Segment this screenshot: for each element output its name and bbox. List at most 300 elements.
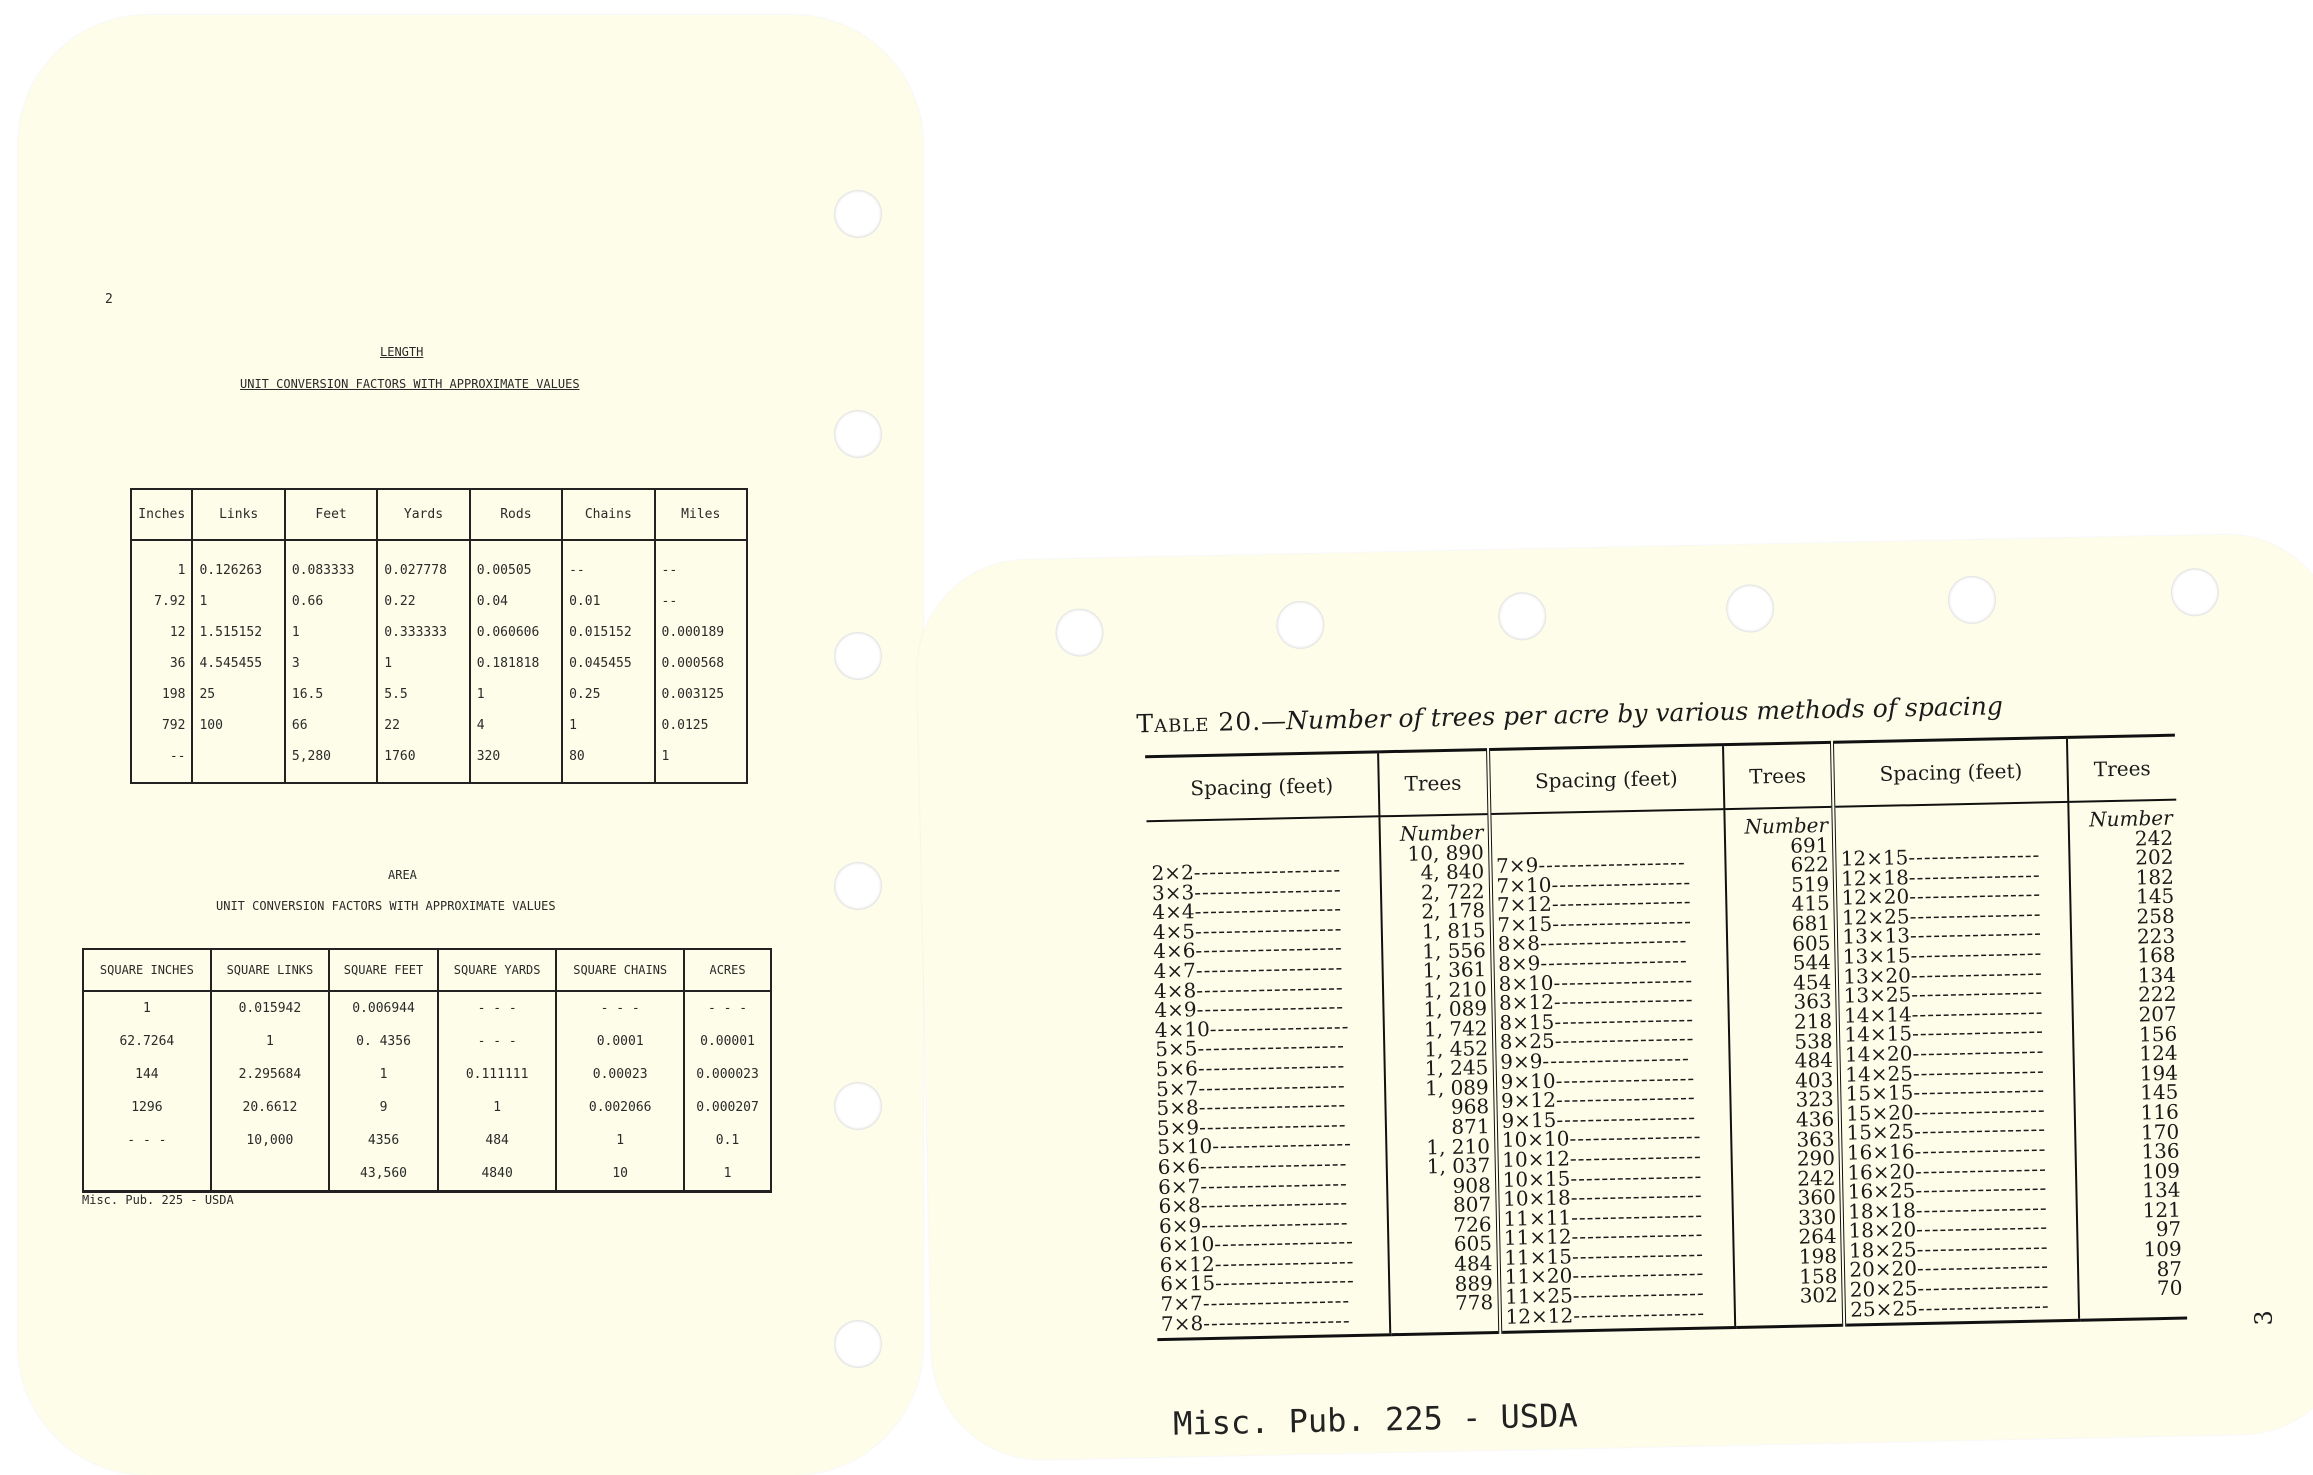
spacing-label: 6×7 bbox=[1157, 1173, 1201, 1199]
dot-leader: ----------------- bbox=[1912, 1057, 2045, 1085]
table-cell: 0.0001 bbox=[556, 1025, 684, 1058]
spacing-label: 16×25 bbox=[1847, 1178, 1916, 1204]
table-cell: 66 bbox=[285, 710, 377, 741]
table-cell: 9 bbox=[329, 1091, 438, 1124]
dot-leader: ------------------- bbox=[1195, 974, 1344, 1002]
table-cell: 1.515152 bbox=[192, 617, 284, 648]
binder-hole bbox=[1498, 592, 1547, 641]
spacing-label: 7×10 bbox=[1496, 872, 1552, 898]
spacing-label: 10×10 bbox=[1501, 1126, 1570, 1153]
dot-leader: ------------------- bbox=[1193, 876, 1342, 904]
length-heading: LENGTH bbox=[380, 345, 424, 359]
trees-value: 145 bbox=[2139, 1079, 2179, 1105]
spacing-label: 6×12 bbox=[1159, 1251, 1215, 1277]
trees-value: 726 bbox=[1453, 1211, 1492, 1237]
trees-value: 778 bbox=[1454, 1290, 1494, 1316]
table-cell: 10 bbox=[556, 1157, 684, 1192]
trees-value: 116 bbox=[2140, 1099, 2180, 1125]
page-number: 2 bbox=[105, 292, 113, 307]
table-row bbox=[83, 1157, 771, 1192]
number-label: Number bbox=[1399, 820, 1484, 846]
table-cell: -- bbox=[562, 540, 654, 586]
dot-leader: ----------------- bbox=[1572, 1280, 1705, 1308]
trees-value: 87 bbox=[2156, 1256, 2183, 1281]
table-cell: 3 bbox=[285, 648, 377, 679]
trees-value: 194 bbox=[2139, 1060, 2179, 1086]
number-label: Number bbox=[2088, 805, 2173, 832]
spacing-label: 11×15 bbox=[1504, 1244, 1573, 1270]
table-row bbox=[131, 741, 747, 783]
length-col-header: Yards bbox=[377, 489, 469, 540]
spacing-label: 10×18 bbox=[1502, 1185, 1571, 1211]
table-cell: 62.7264 bbox=[83, 1025, 211, 1058]
binder-hole bbox=[1948, 575, 1997, 624]
spacing-label: 3×3 bbox=[1151, 879, 1195, 905]
length-col-header: Inches bbox=[131, 489, 192, 540]
spacing-label: 12×20 bbox=[1841, 884, 1910, 910]
table-row bbox=[83, 1058, 771, 1091]
trees-value: 484 bbox=[1453, 1251, 1493, 1276]
table-row bbox=[83, 1025, 771, 1058]
dot-leader: ----------------- bbox=[1909, 920, 2043, 948]
dot-leader: ------------------- bbox=[1200, 1170, 1348, 1198]
table-cell: 0.25 bbox=[562, 679, 654, 710]
spacing-label: 6×6 bbox=[1157, 1154, 1201, 1179]
table-cell: 1 bbox=[192, 586, 284, 617]
dot-leader: ----------------- bbox=[1914, 1136, 2047, 1164]
dot-leader: ----------------- bbox=[1910, 940, 2043, 968]
dot-leader: ------------------- bbox=[1200, 1190, 1349, 1218]
spacing-label: 6×9 bbox=[1158, 1212, 1202, 1238]
trees-value: 1, 089 bbox=[1424, 1074, 1489, 1101]
spacing-label: 14×25 bbox=[1844, 1060, 1914, 1087]
col-trees: Trees bbox=[1378, 750, 1489, 817]
dot-leader: ------------------- bbox=[1196, 994, 1345, 1022]
table-cell: 1 bbox=[131, 540, 192, 586]
table-row bbox=[131, 586, 747, 617]
right-page bbox=[915, 532, 2313, 1462]
spacing-label: 5×6 bbox=[1155, 1056, 1199, 1082]
trees-value: 258 bbox=[2136, 903, 2175, 929]
dot-leader: ----------------- bbox=[1908, 842, 2041, 870]
trees-value: 124 bbox=[2139, 1040, 2178, 1066]
dot-leader: ------------------ bbox=[1551, 869, 1692, 897]
table-cell: 0.027778 bbox=[377, 540, 469, 586]
trees-value: 484 bbox=[1794, 1048, 1834, 1073]
dot-leader: ------------------ bbox=[1553, 986, 1694, 1014]
table-cell: 4 bbox=[470, 710, 562, 741]
trees-value: 136 bbox=[2141, 1138, 2180, 1164]
trees-column bbox=[1724, 807, 1845, 1328]
margin-page-mark: 3 bbox=[2249, 1309, 2278, 1326]
table-cell: 0.015942 bbox=[211, 991, 329, 1025]
dot-leader: ----------------- bbox=[1571, 1221, 1704, 1249]
col-trees: Trees bbox=[2067, 735, 2176, 802]
spacing-column bbox=[1146, 816, 1390, 1340]
table-cell: 80 bbox=[562, 741, 654, 783]
length-col-header: Feet bbox=[285, 489, 377, 540]
dot-leader: ------------------ bbox=[1214, 1229, 1355, 1257]
area-col-header: SQUARE YARDS bbox=[438, 949, 556, 991]
trees-value: 70 bbox=[2156, 1275, 2183, 1301]
trees-value: 363 bbox=[1796, 1126, 1835, 1152]
table-title bbox=[1136, 691, 2003, 738]
table-cell: 0.006944 bbox=[329, 991, 438, 1025]
trees-value: 145 bbox=[2135, 884, 2175, 909]
dot-leader: ----------------- bbox=[1910, 979, 2044, 1007]
dot-leader: ----------------- bbox=[1915, 1195, 2048, 1222]
table-cell: 0.000207 bbox=[684, 1091, 771, 1124]
spacing-label: 9×10 bbox=[1500, 1068, 1556, 1094]
table-cell: 198 bbox=[131, 679, 192, 710]
table-cell: 0.66 bbox=[285, 586, 377, 617]
table-cell: 12 bbox=[131, 617, 192, 648]
table-cell bbox=[83, 1157, 211, 1192]
spacing-label: 10×12 bbox=[1502, 1146, 1571, 1172]
dot-leader: ----------------- bbox=[1570, 1182, 1703, 1210]
trees-value: 97 bbox=[2155, 1217, 2182, 1242]
spacing-label: 13×25 bbox=[1843, 982, 1912, 1008]
col-trees: Trees bbox=[1723, 742, 1834, 809]
dot-leader: ------------------- bbox=[1199, 1150, 1348, 1179]
dot-leader: ------------------ bbox=[1554, 1006, 1695, 1034]
table-cell: 4.545455 bbox=[192, 648, 284, 679]
table-cell: 1 bbox=[470, 679, 562, 710]
dot-leader: ------------------ bbox=[1554, 1026, 1695, 1054]
dot-leader: ----------------- bbox=[1915, 1175, 2048, 1203]
table-cell: 0.000189 bbox=[655, 617, 748, 648]
table-cell: 0.1 bbox=[684, 1124, 771, 1157]
table-cell: 1760 bbox=[377, 741, 469, 783]
trees-value: 202 bbox=[2135, 844, 2174, 870]
table-cell: 0.000023 bbox=[684, 1058, 771, 1091]
dot-leader: ------------------ bbox=[1556, 1104, 1697, 1132]
trees-value: 605 bbox=[1792, 930, 1831, 956]
table-cell: 0.00023 bbox=[556, 1058, 684, 1091]
dot-leader: ----------------- bbox=[1911, 999, 2044, 1026]
spacing-label: 6×15 bbox=[1159, 1271, 1216, 1297]
spacing-label: 8×10 bbox=[1498, 970, 1554, 996]
dot-leader: ----------------- bbox=[1909, 901, 2042, 929]
dot-leader: ----------------- bbox=[1570, 1202, 1704, 1230]
dot-leader: ----------------- bbox=[1913, 1116, 2047, 1144]
table-row bbox=[131, 617, 747, 648]
dot-leader: ----------------- bbox=[1908, 881, 2042, 909]
length-col-header: Links bbox=[192, 489, 284, 540]
dot-leader: ------------------ bbox=[1551, 889, 1692, 916]
table-cell: 0.0125 bbox=[655, 710, 748, 741]
trees-value: 264 bbox=[1798, 1224, 1837, 1250]
table-cell: 4356 bbox=[329, 1124, 438, 1157]
trees-column bbox=[1379, 814, 1500, 1335]
trees-value: 109 bbox=[2141, 1158, 2181, 1184]
dot-leader: ------------------ bbox=[1555, 1065, 1696, 1093]
spacing-label: 9×15 bbox=[1501, 1107, 1557, 1133]
table-cell: 0.22 bbox=[377, 586, 469, 617]
trees-value: 156 bbox=[2138, 1021, 2178, 1046]
trees-value: 1, 815 bbox=[1421, 918, 1486, 944]
spacing-label: 5×5 bbox=[1155, 1036, 1198, 1062]
spacing-label: 11×11 bbox=[1503, 1205, 1572, 1231]
spacing-label: 4×5 bbox=[1152, 919, 1196, 944]
dot-leader: ------------------ bbox=[1214, 1248, 1355, 1276]
trees-value: 454 bbox=[1792, 969, 1832, 995]
table-cell: 25 bbox=[192, 679, 284, 710]
table-cell: 1 bbox=[285, 617, 377, 648]
binder-hole bbox=[834, 190, 882, 238]
table-cell: 0.01 bbox=[562, 586, 654, 617]
table-cell: 1 bbox=[329, 1058, 438, 1091]
spacing-label: 5×7 bbox=[1155, 1075, 1199, 1101]
spacing-label: 12×25 bbox=[1841, 904, 1910, 930]
table-cell: - - - bbox=[83, 1124, 211, 1157]
dot-leader: ------------------- bbox=[1540, 947, 1688, 975]
spacing-label: 10×15 bbox=[1502, 1165, 1571, 1192]
col-spacing: Spacing (feet) bbox=[1145, 752, 1379, 821]
trees-value: 330 bbox=[1797, 1204, 1837, 1230]
table-cell: 22 bbox=[377, 710, 469, 741]
trees-value: 158 bbox=[1799, 1263, 1838, 1289]
binder-hole bbox=[1055, 608, 1104, 657]
table-cell: 0.333333 bbox=[377, 617, 469, 648]
binder-hole bbox=[1276, 600, 1325, 649]
trees-value: 1, 245 bbox=[1424, 1055, 1489, 1081]
spacing-label: 6×8 bbox=[1158, 1193, 1202, 1219]
table-row bbox=[83, 1124, 771, 1157]
spacing-label: 25×25 bbox=[1849, 1295, 1919, 1322]
trees-value: 415 bbox=[1791, 891, 1830, 917]
trees-value: 1, 556 bbox=[1421, 937, 1487, 964]
spacing-label: 13×15 bbox=[1842, 943, 1911, 969]
length-col-header: Rods bbox=[470, 489, 562, 540]
col-spacing: Spacing (feet) bbox=[1488, 745, 1724, 814]
table-cell: 43,560 bbox=[329, 1157, 438, 1192]
dot-leader: ------------------- bbox=[1197, 1033, 1346, 1061]
spacing-label: 12×15 bbox=[1840, 845, 1909, 871]
trees-value: 134 bbox=[2137, 962, 2177, 988]
dot-leader: ----------------- bbox=[1915, 1214, 2049, 1242]
spacing-label: 8×9 bbox=[1497, 950, 1541, 976]
trees-value: 908 bbox=[1452, 1172, 1492, 1198]
spacing-label: 8×15 bbox=[1499, 1009, 1555, 1035]
trees-value: 691 bbox=[1789, 832, 1829, 858]
trees-value: 170 bbox=[2140, 1119, 2180, 1144]
spacing-label: 8×12 bbox=[1498, 989, 1555, 1016]
binder-hole bbox=[2170, 568, 2219, 617]
dot-leader: ------------------- bbox=[1200, 1209, 1349, 1237]
dot-leader: ------------------- bbox=[1542, 1045, 1691, 1073]
spacing-label: 18×20 bbox=[1848, 1217, 1917, 1243]
length-subheading: UNIT CONVERSION FACTORS WITH APPROXIMATE VALUES bbox=[240, 377, 580, 391]
dot-leader: ------------------- bbox=[1202, 1307, 1351, 1335]
dot-leader: ------------------ bbox=[1211, 1131, 1353, 1159]
table-cell: 0.003125 bbox=[655, 679, 748, 710]
spacing-label: 14×14 bbox=[1843, 1001, 1912, 1028]
trees-value: 109 bbox=[2143, 1236, 2182, 1262]
table-cell: 2.295684 bbox=[211, 1058, 329, 1091]
dot-leader: ----------------- bbox=[1910, 960, 2043, 987]
trees-value: 889 bbox=[1454, 1270, 1494, 1296]
col-spacing: Spacing (feet) bbox=[1832, 737, 2068, 806]
spacing-label: 16×16 bbox=[1846, 1139, 1915, 1165]
area-col-header: SQUARE CHAINS bbox=[556, 949, 684, 991]
spacing-label: 4×8 bbox=[1153, 977, 1197, 1003]
table-cell: 0.00001 bbox=[684, 1025, 771, 1058]
area-col-header: SQUARE FEET bbox=[329, 949, 438, 991]
table-cell: 1296 bbox=[83, 1091, 211, 1124]
trees-value: 290 bbox=[1796, 1145, 1836, 1171]
dot-leader: ----------------- bbox=[1911, 1018, 2045, 1046]
area-conversion-table bbox=[82, 948, 772, 1193]
dot-leader: ----------------- bbox=[1916, 1234, 2049, 1262]
table-cell: 4840 bbox=[438, 1157, 556, 1192]
trees-value: 323 bbox=[1795, 1087, 1835, 1112]
spacing-label: 9×12 bbox=[1500, 1087, 1557, 1113]
spacing-label: 15×20 bbox=[1845, 1099, 1914, 1126]
length-conversion-table bbox=[130, 488, 748, 784]
trees-value: 207 bbox=[2138, 1001, 2177, 1027]
table-cell: 0.126263 bbox=[192, 540, 284, 586]
table-row bbox=[131, 679, 747, 710]
dot-leader: ------------------- bbox=[1193, 857, 1342, 885]
spacing-label: 13×20 bbox=[1842, 962, 1912, 989]
trees-value: 1, 089 bbox=[1423, 996, 1488, 1022]
right-footer: Misc. Pub. 225 - USDA bbox=[1172, 1396, 1578, 1443]
dot-leader: ------------------- bbox=[1198, 1092, 1347, 1120]
table-cell: 484 bbox=[438, 1124, 556, 1157]
trees-value: 222 bbox=[2137, 982, 2177, 1007]
binder-hole bbox=[834, 862, 882, 910]
area-col-header: SQUARE INCHES bbox=[83, 949, 211, 991]
table-cell: -- bbox=[655, 586, 748, 617]
table-cell: 0.045455 bbox=[562, 648, 654, 679]
spacing-label: 4×6 bbox=[1152, 938, 1196, 964]
table-cell: 1 bbox=[438, 1091, 556, 1124]
spacing-label: 12×18 bbox=[1840, 864, 1910, 891]
table-row bbox=[131, 648, 747, 679]
trees-value: 134 bbox=[2141, 1177, 2181, 1203]
spacing-label: 5×9 bbox=[1156, 1114, 1200, 1140]
table-caption: —Number of trees per acre by various methods of spacing bbox=[1260, 691, 2004, 736]
dot-leader: ----------------- bbox=[1569, 1143, 1703, 1171]
table-cell: 20.6612 bbox=[211, 1091, 329, 1124]
spacing-label: 9×9 bbox=[1499, 1048, 1543, 1074]
table-cell: 1 bbox=[377, 648, 469, 679]
spacing-label: 20×20 bbox=[1849, 1256, 1918, 1283]
trees-value: 1, 452 bbox=[1424, 1035, 1489, 1061]
table-cell: 1 bbox=[562, 710, 654, 741]
trees-value: 182 bbox=[2135, 864, 2175, 890]
area-subheading: UNIT CONVERSION FACTORS WITH APPROXIMATE VALUES bbox=[216, 899, 556, 913]
table-cell: 0. 4356 bbox=[329, 1025, 438, 1058]
spacing-label: 2×2 bbox=[1151, 860, 1195, 886]
dot-leader: ----------------- bbox=[1908, 862, 2041, 889]
dot-leader: ------------------- bbox=[1194, 915, 1343, 943]
trees-value: 242 bbox=[1796, 1165, 1836, 1191]
table-row bbox=[83, 991, 771, 1025]
trees-value: 605 bbox=[1453, 1231, 1493, 1257]
trees-value: 121 bbox=[2142, 1197, 2182, 1223]
dot-leader: ----------------- bbox=[1912, 1038, 2045, 1066]
spacing-label: 18×25 bbox=[1848, 1237, 1917, 1263]
area-col-header: ACRES bbox=[684, 949, 771, 991]
spacing-label: 7×7 bbox=[1160, 1291, 1204, 1317]
table-cell: -- bbox=[131, 741, 192, 783]
dot-leader: ------------------- bbox=[1202, 1288, 1351, 1316]
table-cell: 100 bbox=[192, 710, 284, 741]
spacing-entry bbox=[1849, 1293, 2074, 1322]
dot-leader: ------------------- bbox=[1197, 1053, 1346, 1081]
spacing-label: 14×20 bbox=[1844, 1041, 1913, 1067]
trees-value: 871 bbox=[1451, 1114, 1490, 1139]
table-cell: 0.04 bbox=[470, 586, 562, 617]
spacing-label: 20×25 bbox=[1849, 1276, 1918, 1302]
table-cell: 5.5 bbox=[377, 679, 469, 710]
dot-leader: ------------------- bbox=[1538, 849, 1686, 878]
spacing-label: 7×12 bbox=[1496, 891, 1553, 918]
spacing-entry bbox=[1160, 1307, 1385, 1336]
dot-leader: ------------------ bbox=[1552, 908, 1693, 936]
spacing-label: 11×20 bbox=[1504, 1263, 1573, 1290]
spacing-label: 4×10 bbox=[1154, 1016, 1211, 1042]
trees-value: 681 bbox=[1791, 910, 1831, 936]
table-row bbox=[83, 1091, 771, 1124]
trees-value: 4, 840 bbox=[1420, 859, 1485, 885]
table-cell: 1 bbox=[655, 741, 748, 783]
binder-hole bbox=[1726, 584, 1775, 633]
spacing-label: 4×4 bbox=[1152, 899, 1195, 925]
table-row bbox=[131, 710, 747, 741]
spacing-column bbox=[1489, 809, 1735, 1333]
table-cell: 1 bbox=[83, 991, 211, 1025]
table-cell: 5,280 bbox=[285, 741, 377, 783]
trees-value: 198 bbox=[1798, 1243, 1838, 1269]
table-cell: - - - bbox=[438, 991, 556, 1025]
left-footer: Misc. Pub. 225 - USDA bbox=[82, 1193, 234, 1207]
table-row bbox=[131, 540, 747, 586]
number-label: Number bbox=[1744, 812, 1829, 839]
spacing-label: 18×18 bbox=[1847, 1197, 1917, 1224]
dot-leader: ----------------- bbox=[1572, 1261, 1705, 1288]
trees-value: 519 bbox=[1790, 871, 1830, 897]
dot-leader: ----------------- bbox=[1917, 1293, 2050, 1320]
dot-leader: ------------------- bbox=[1539, 928, 1688, 956]
trees-value: 168 bbox=[2137, 942, 2176, 968]
dot-leader: ----------------- bbox=[1914, 1155, 2048, 1183]
dot-leader: ----------------- bbox=[1913, 1077, 2046, 1105]
trees-value: 1, 210 bbox=[1422, 976, 1487, 1003]
trees-column bbox=[2069, 800, 2187, 1321]
spacing-label: 15×15 bbox=[1845, 1080, 1914, 1106]
spacing-label: 11×25 bbox=[1504, 1283, 1574, 1309]
trees-value: 1, 742 bbox=[1423, 1016, 1488, 1042]
trees-value: 622 bbox=[1790, 852, 1830, 877]
trees-value: 403 bbox=[1794, 1067, 1834, 1093]
table-cell: 16.5 bbox=[285, 679, 377, 710]
spacing-entry bbox=[1505, 1300, 1729, 1329]
table-cell: 1 bbox=[211, 1025, 329, 1058]
trees-value: 363 bbox=[1793, 989, 1832, 1015]
table-cell: 0.111111 bbox=[438, 1058, 556, 1091]
length-col-header: Chains bbox=[562, 489, 654, 540]
spacing-label: 4×9 bbox=[1154, 997, 1197, 1023]
table-cell: 1 bbox=[684, 1157, 771, 1192]
spacing-label: 13×13 bbox=[1842, 923, 1911, 950]
trees-value: 1, 361 bbox=[1422, 957, 1487, 983]
trees-value: 218 bbox=[1793, 1008, 1833, 1034]
spacing-label: 11×12 bbox=[1503, 1224, 1572, 1251]
dot-leader: ------------------- bbox=[1194, 896, 1343, 924]
